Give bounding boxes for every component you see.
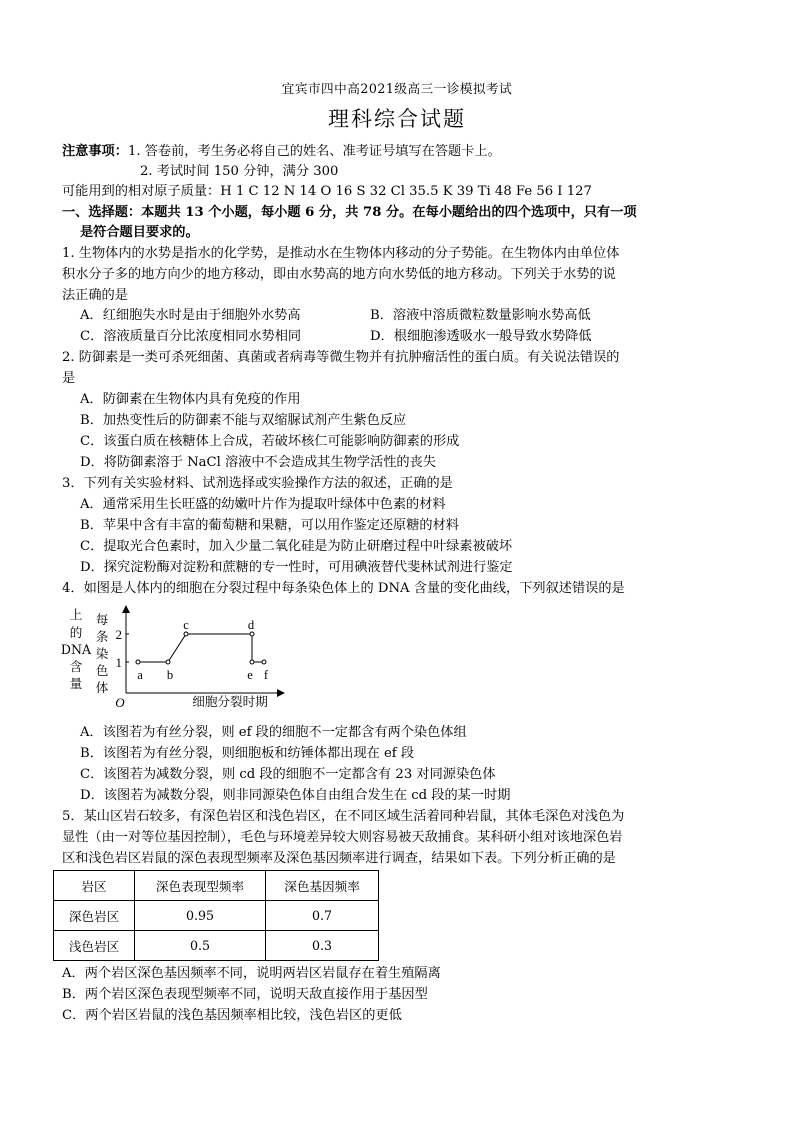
- point-label: a: [137, 668, 143, 682]
- notes-label: 注意事项：: [62, 144, 128, 159]
- dna-chart-svg: [58, 603, 288, 713]
- rock-area-table: [53, 870, 379, 961]
- q2-stem-2: 是: [62, 371, 76, 386]
- q4-option-c: C．该图若为减数分裂，则 cd 段的细胞不一定都含有 23 对同源染色体: [80, 767, 496, 782]
- origin-label: O: [115, 695, 125, 710]
- q5-stem-3: 区和浅色岩区岩鼠的深色表现型频率及深色基因频率进行调查，结果如下表。下列分析正确的是: [62, 851, 616, 866]
- y-ticks: [116, 627, 130, 670]
- q2-option-a: A．防御素在生物体内具有免疫的作用: [80, 392, 301, 407]
- y-label-inner: [96, 612, 109, 695]
- data-point: [262, 660, 266, 664]
- y-label-outer-char: 含: [69, 659, 83, 674]
- point-label: f: [263, 668, 269, 682]
- dna-content-chart: [58, 603, 288, 713]
- y-label-inner-char: 条: [95, 629, 109, 644]
- q2-stem-1: 2. 防御素是一类可杀死细菌、真菌或者病毒等微生物并有抗肿瘤活性的蛋白质。有关说法错误的: [62, 350, 620, 365]
- q4-option-a: A．该图若为有丝分裂，则 ef 段的细胞不一定都含有两个染色体组: [80, 725, 467, 740]
- point-label: d: [247, 618, 255, 632]
- q3-stem-1: 3．下列有关实验材料、试剂选择或实验操作方法的叙述，正确的是: [62, 476, 453, 491]
- note-item-1: 1. 答卷前，考生务必将自己的姓名、准考证号填写在答题卡上。: [127, 144, 501, 159]
- q2-option-c: C．该蛋白质在核糖体上合成，若破坏核仁可能影响防御素的形成: [80, 434, 460, 449]
- point-label: e: [247, 668, 253, 682]
- school-line: 宜宾市四中高2021级高三一诊模拟考试: [281, 81, 513, 96]
- data-point: [136, 660, 140, 664]
- table-header-cell: 岩区: [54, 871, 135, 901]
- q3-option-b: B．苹果中含有丰富的葡萄糖和果糖，可以用作鉴定还原糖的材料: [80, 518, 459, 533]
- q3-option-d: D．探究淀粉酶对淀粉和蔗糖的专一性时，可用碘液替代斐林试剂进行鉴定: [80, 560, 513, 575]
- table-cell: 浅色岩区: [54, 931, 135, 961]
- atomic-masses: 可能用到的相对原子质量：H 1 C 12 N 14 O 16 S 32 Cl 35.5 K 39 Ti 48 Fe 56 I 127: [62, 184, 592, 199]
- dna-series: [136, 618, 269, 682]
- y-label-outer-char: 量: [69, 676, 83, 691]
- y-label-inner-char: 每: [95, 612, 109, 627]
- y-label-outer: [61, 607, 92, 691]
- y-tick-label: 2: [115, 627, 122, 642]
- q5-option-b: B．两个岩区深色表现型频率不同，说明天敌直接作用于基因型: [62, 987, 428, 1002]
- notes-line-1: [62, 143, 501, 161]
- table-header-cell: 深色表现型频率: [135, 871, 266, 901]
- data-point: [166, 660, 170, 664]
- q2-option-b: B．加热变性后的防御素不能与双缩脲试剂产生紫色反应: [80, 413, 407, 428]
- q1-stem-3: 法正确的是: [62, 288, 128, 303]
- y-label-outer-char: 上: [69, 607, 83, 622]
- q1-stem-2: 积水分子多的地方向少的地方移动，即由水势高的地方向水势低的地方移动。下列关于水势的说: [62, 267, 616, 282]
- y-label-inner-char: 色: [95, 663, 109, 678]
- point-label: b: [166, 668, 174, 682]
- q1-option-c: C．溶液质量百分比浓度相同水势相同: [80, 329, 302, 344]
- data-point: [184, 632, 188, 636]
- note-item-2: 2. 考试时间 150 分钟，满分 300: [140, 164, 339, 179]
- x-axis-label: 细胞分裂时期: [192, 694, 268, 709]
- q5-option-a: A．两个岩区深色基因频率不同，说明两岩区岩鼠存在着生殖隔离: [62, 966, 441, 981]
- y-label-outer-char: 的: [69, 625, 83, 640]
- q1-option-d: D．根细胞渗透吸水一般导致水势降低: [370, 329, 592, 344]
- table-header-row: [54, 871, 379, 901]
- table-cell: 0.5: [135, 931, 266, 961]
- y-label-inner-char: 染: [95, 646, 109, 661]
- y-tick-label: 1: [115, 655, 122, 670]
- page-title: 理科综合试题: [328, 107, 466, 131]
- series-line: [138, 634, 264, 662]
- q1-option-a: A．红细胞失水时是由于细胞外水势高: [80, 308, 301, 323]
- q5-option-c: C．两个岩区岩鼠的浅色基因频率相比较，浅色岩区的更低: [62, 1008, 402, 1023]
- section-heading-2: 是符合题目要求的。: [80, 225, 199, 240]
- y-label-outer-char: DNA: [60, 642, 92, 657]
- q3-option-a: A．通常采用生长旺盛的幼嫩叶片作为提取叶绿体中色素的材料: [80, 497, 446, 512]
- data-point: [250, 660, 254, 664]
- table-cell: 0.3: [266, 931, 379, 961]
- table-cell: 0.95: [135, 901, 266, 931]
- q1-stem-1: 1. 生物体内的水势是指水的化学势，是推动水在生物体内移动的分子势能。在生物体内由单位体: [62, 246, 620, 261]
- table-row: [54, 931, 379, 961]
- q4-option-b: B．该图若为有丝分裂，则细胞板和纺锤体都出现在 ef 段: [80, 746, 415, 761]
- data-point: [250, 632, 254, 636]
- table-row: [54, 901, 379, 931]
- table-cell: 0.7: [266, 901, 379, 931]
- table-cell: 深色岩区: [54, 901, 135, 931]
- q2-option-d: D．将防御素溶于 NaCl 溶液中不会造成其生物学活性的丧失: [80, 455, 436, 470]
- q5-stem-1: 5．某山区岩石较多，有深色岩区和浅色岩区，在不同区域生活着同种岩鼠，其体毛深色对浅色为: [62, 809, 625, 824]
- q1-option-b: B．溶液中溶质微粒数量影响水势高低: [370, 308, 591, 323]
- q4-stem-1: 4．如图是人体内的细胞在分裂过程中每条染色体上的 DNA 含量的变化曲线，下列叙述错误的是: [62, 581, 625, 596]
- section-heading-1: 一、选择题：本题共 13 个小题，每小题 6 分，共 78 分。在每小题给出的四个选项中，只有一项: [62, 205, 637, 220]
- q4-option-d: D．该图若为减数分裂，则非同源染色体自由组合发生在 cd 段的某一时期: [80, 788, 511, 803]
- table-header-cell: 深色基因频率: [266, 871, 379, 901]
- point-label: c: [183, 618, 189, 632]
- y-label-inner-char: 体: [95, 680, 109, 695]
- q5-stem-2: 显性（由一对等位基因控制），毛色与环境差异较大则容易被天敌捕食。某科研小组对该地深色岩: [62, 830, 623, 845]
- q3-option-c: C．提取光合色素时，加入少量二氧化硅是为防止研磨过程中叶绿素被破坏: [80, 539, 513, 554]
